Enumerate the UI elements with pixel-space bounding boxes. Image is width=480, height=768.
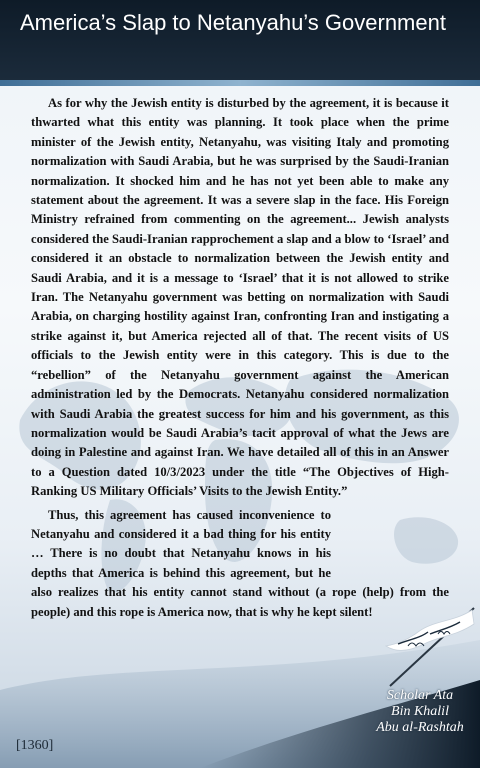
calligraphy-flag-icon <box>368 600 480 690</box>
paragraph-1: As for why the Jewish entity is disturbed by the agreement, it is because it thwarted what this entity was planning. It took place when the prime minister of the Jewish entity, Netanyahu, was visiting Italy and promoting normalization with Saudi Arabia, but he was surprised by the Saudi-Iranian normalization. It shocked him and he has not yet been able to make any statement about the agreement. It was a severe slap in the face. His Foreign Ministry refrained from commenting on the agreement... Jewish analysts considered the Saudi-Iranian rapprochement a slap and a blow to ‘Israel’ and considered it an obstacle to normalization between the Jewish entity and Saudi Arabia, and it is a message to ‘Israel’ that it is not allowed to strike Iran. The Netanyahu government was betting on normalization with Saudi Arabia, on charging hostility against Iran, confronting Iran and instigating a strike against it, but America rejected all of that. The recent visits of US officials to the Jewish entity were in this category. This is due to the “rebellion” of the Netanyahu government against the American administration led by the Democrats. Netanyahu considered normalization with Saudi Arabia the greatest success for him and his government, as this normalization would be Saudi Arabia’s tacit approval of what the Jews are doing in Palestine and against Iran. We have detailed all of this in an Answer to a Question dated 10/3/2023 under the title “The Objectives of High-Ranking US Military Officials’ Visits to the Jewish Entity.” <box>31 96 449 499</box>
author-line-1: Scholar Ata <box>386 688 454 703</box>
flag-wrap-space <box>331 506 449 578</box>
author-signature <box>360 688 480 736</box>
page-number: [1360] <box>16 738 54 753</box>
paragraph-2-text: Thus, this agreement has caused inconvenience to Netanyahu and considered it a bad thing for his entity … There is no doubt that Netanyahu knows in his depths that America is behind this agreement, but he also realizes that his entity cannot stand without (a rope (help) from the people) and this rope is America now, that is why he kept silent! <box>31 507 449 619</box>
article-body <box>31 94 449 622</box>
author-line-3: Abu al-Rashtah <box>376 720 464 735</box>
author-line-2: Bin Khalil <box>391 704 449 719</box>
header-accent-bar <box>0 80 480 86</box>
chapter-header <box>0 0 480 80</box>
page-title: America’s Slap to Netanyahu’s Government <box>20 10 446 35</box>
